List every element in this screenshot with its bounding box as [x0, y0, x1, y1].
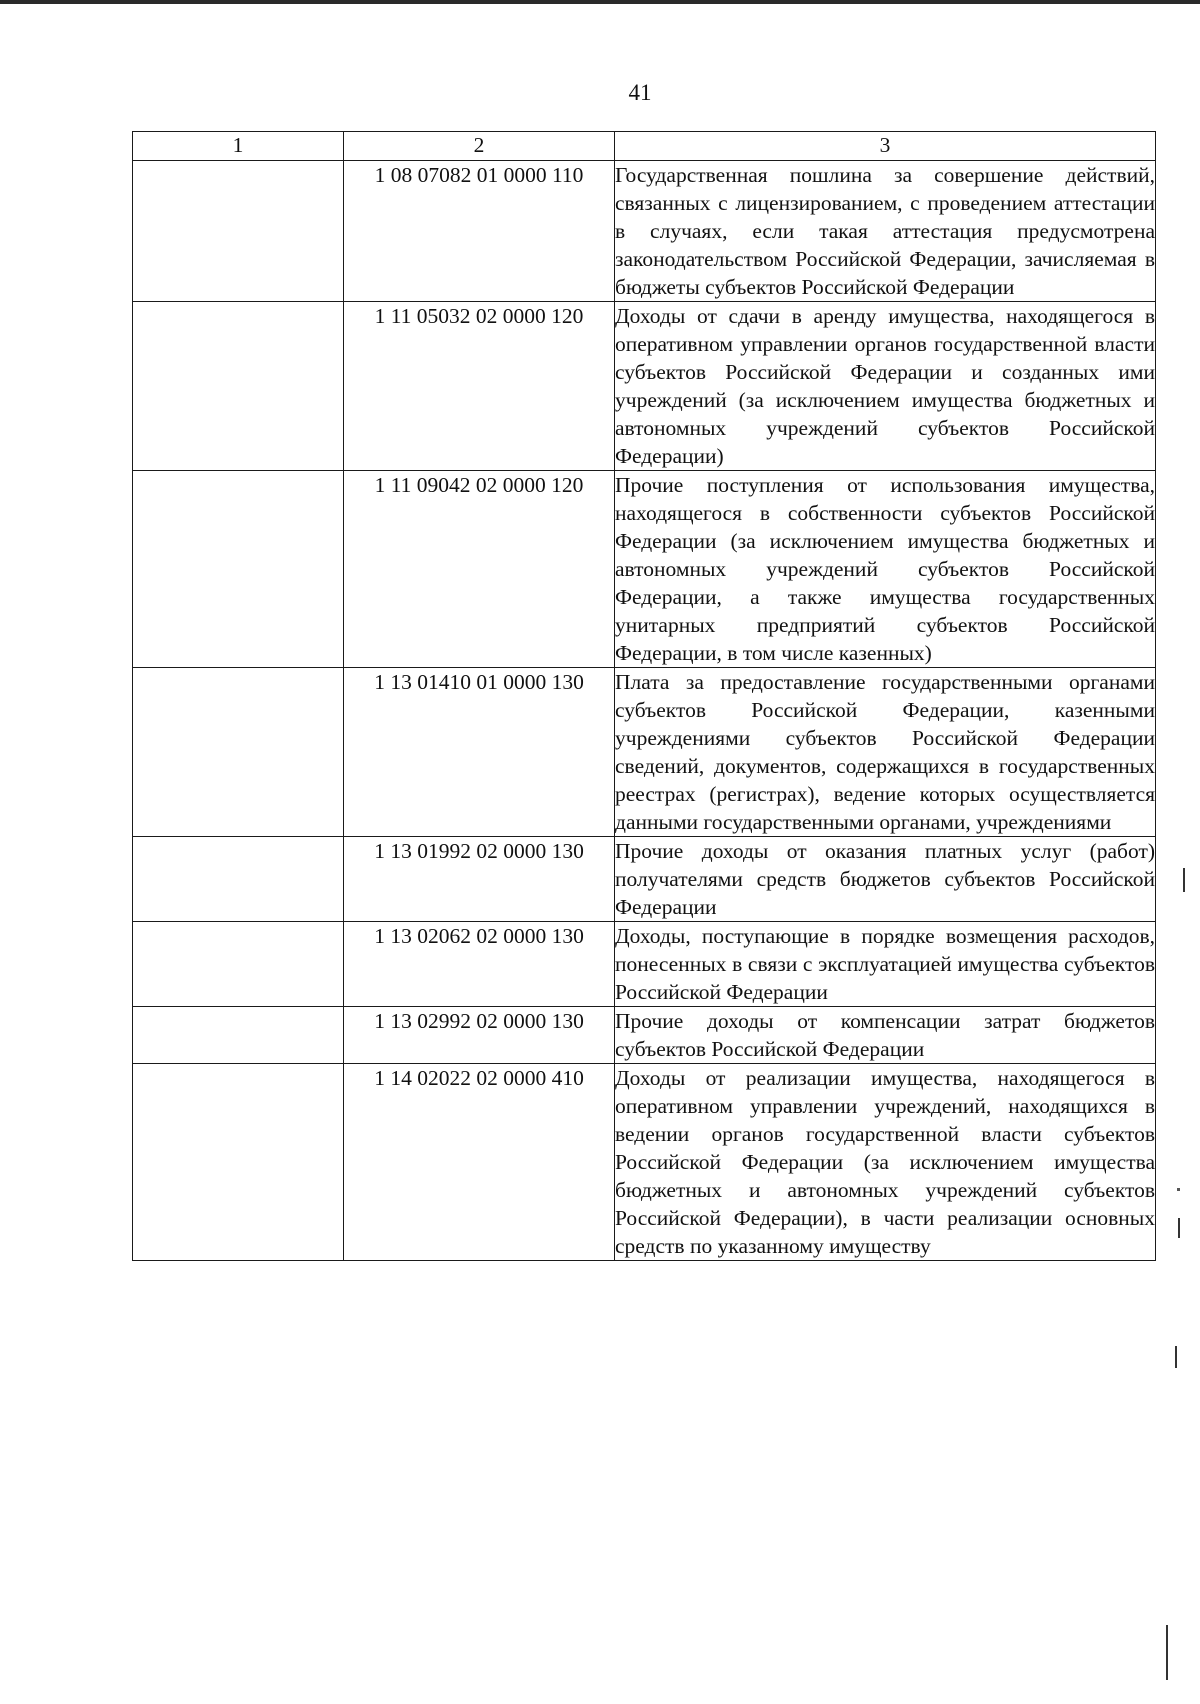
header-col-1: 1: [133, 132, 344, 161]
table-header-row: [133, 132, 1156, 161]
row-col-1-cell: [133, 668, 344, 837]
table-row: [133, 837, 1156, 922]
table-row: [133, 1064, 1156, 1261]
description-cell: Доходы от сдачи в аренду имущества, находящегося в оперативном управлении органов государственной власти субъектов Российской Федерации и созданных ими учреждений (за исключением имущества бюджетных и автономных учреждений субъектов Российской Федерации): [615, 302, 1156, 471]
budget-code-cell: 1 14 02022 02 0000 410: [344, 1064, 615, 1261]
scan-margin-mark: [1178, 1218, 1180, 1238]
top-border-line: [0, 0, 1200, 4]
row-col-1-cell: [133, 471, 344, 668]
description-cell: Прочие доходы от оказания платных услуг (работ) получателями средств бюджетов субъектов Российской Федерации: [615, 837, 1156, 922]
row-col-1-cell: [133, 922, 344, 1007]
table-row: [133, 1007, 1156, 1064]
header-col-2: 2: [344, 132, 615, 161]
revenue-codes-table: [132, 131, 1156, 1261]
table-row: [133, 668, 1156, 837]
scan-margin-dot: [1177, 1188, 1180, 1191]
description-cell: Доходы от реализации имущества, находящегося в оперативном управлении учреждений, находящихся в ведении органов государственной власти субъектов Российской Федерации (за исключением имущества бюджетных и автономных учреждений субъектов Российской Федерации), в части реализации основных средств по указанному имуществу: [615, 1064, 1156, 1261]
scan-margin-mark: [1183, 868, 1185, 892]
budget-code-cell: 1 13 01410 01 0000 130: [344, 668, 615, 837]
description-cell: Доходы, поступающие в порядке возмещения расходов, понесенных в связи с эксплуатацией имущества субъектов Российской Федерации: [615, 922, 1156, 1007]
row-col-1-cell: [133, 1064, 344, 1261]
description-cell: Прочие доходы от компенсации затрат бюджетов субъектов Российской Федерации: [615, 1007, 1156, 1064]
budget-code-cell: 1 13 01992 02 0000 130: [344, 837, 615, 922]
scan-margin-mark: [1166, 1625, 1168, 1680]
budget-code-cell: 1 13 02992 02 0000 130: [344, 1007, 615, 1064]
header-col-3: 3: [615, 132, 1156, 161]
description-cell: Государственная пошлина за совершение действий, связанных с лицензированием, с проведением аттестации в случаях, если такая аттестация предусмотрена законодательством Российской Федерации, зачисляемая в бюджеты субъектов Российской Федерации: [615, 161, 1156, 302]
description-cell: Плата за предоставление государственными органами субъектов Российской Федерации, казенными учреждениями субъектов Российской Федерации сведений, документов, содержащихся в государственных реестрах (регистрах), ведение которых осуществляется данными государственными органами, учреждениями: [615, 668, 1156, 837]
description-cell: Прочие поступления от использования имущества, находящегося в собственности субъектов Российской Федерации (за исключением имущества бюджетных и автономных учреждений субъектов Российской Федерации, а также имущества государственных унитарных предприятий субъектов Российской Федерации, в том числе казенных): [615, 471, 1156, 668]
row-col-1-cell: [133, 1007, 344, 1064]
table-row: [133, 161, 1156, 302]
table-row: [133, 922, 1156, 1007]
budget-code-cell: 1 08 07082 01 0000 110: [344, 161, 615, 302]
scan-margin-mark: [1175, 1346, 1177, 1368]
budget-code-cell: 1 11 05032 02 0000 120: [344, 302, 615, 471]
row-col-1-cell: [133, 837, 344, 922]
row-col-1-cell: [133, 161, 344, 302]
row-col-1-cell: [133, 302, 344, 471]
table-row: [133, 471, 1156, 668]
budget-code-cell: 1 11 09042 02 0000 120: [344, 471, 615, 668]
budget-code-cell: 1 13 02062 02 0000 130: [344, 922, 615, 1007]
page-number: 41: [628, 80, 652, 105]
table-row: [133, 302, 1156, 471]
